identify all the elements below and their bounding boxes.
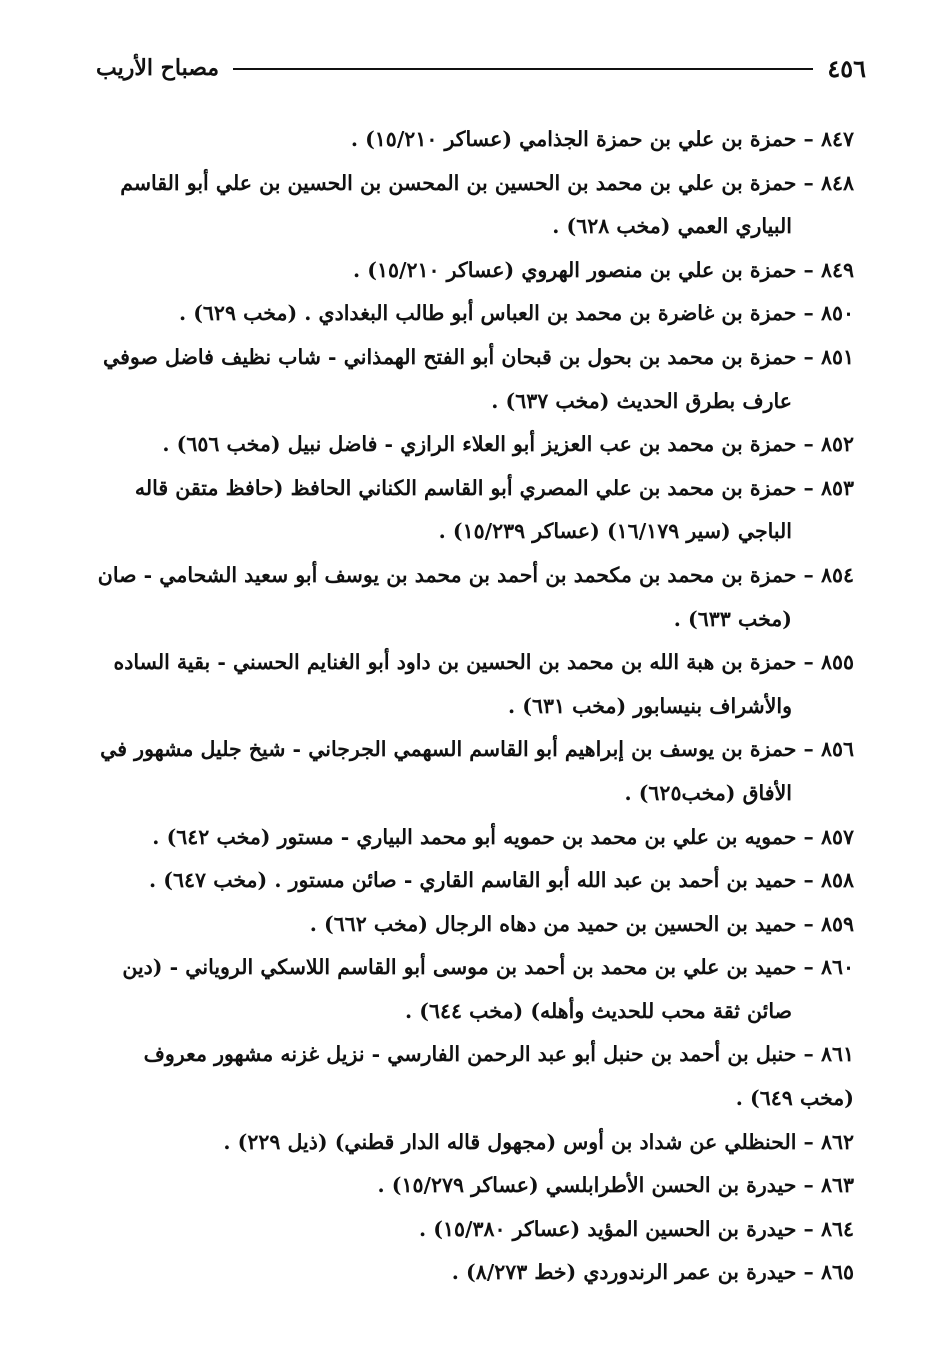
entry-865: ٨٦٥ – حيدرة بن عمر الرندوردي (خط ٨/٢٧٣) . bbox=[451, 1260, 854, 1285]
entry-856: ٨٥٦ – حمزة بن يوسف بن إبراهيم أبو القاسم السهمي الجرجاني - شيخ جليل مشهور في الأفاق (مخب٦٢٥) . bbox=[100, 737, 854, 805]
entry-857: ٨٥٧ – حمويه بن علي بن محمد بن حمويه أبو محمد البياري - مستور (مخب ٦٤٢) . bbox=[152, 824, 854, 849]
entry-text: حيدرة بن الحسن الأطرابلسي (عساكر ١٥/٢٧٩) . bbox=[377, 1173, 797, 1198]
entry-text: حميد بن أحمد بن عبد الله أبو القاسم القاري - صائن مستور . (مخب ٦٤٧) . bbox=[149, 868, 797, 893]
entry-text: حنبل بن أحمد بن حنبل أبو عبد الرحمن الفارسي - نزيل غزنه مشهور معروف (مخب ٦٤٩) . bbox=[143, 1042, 854, 1111]
entry-847: ٨٤٧ – حمزة بن علي بن حمزة الجذامي (عساكر ١٥/٢١٠) . bbox=[350, 127, 854, 151]
entry-858: ٨٥٨ – حميد بن أحمد بن عبد الله أبو القاسم القاري - صائن مستور . (مخب ٦٤٧) . bbox=[149, 868, 854, 893]
entry-number: ٨٥٠ bbox=[820, 301, 854, 326]
header-rule bbox=[233, 68, 813, 70]
entry-text: حمويه بن علي بن محمد بن حمويه أبو محمد البياري - مستور (مخب ٦٤٢) . bbox=[152, 824, 797, 849]
entry-number: ٨٥٥ bbox=[820, 650, 854, 675]
entry-number: ٨٥٩ bbox=[820, 911, 854, 936]
entry-number: ٨٦٤ bbox=[820, 1216, 854, 1241]
entry-861: ٨٦١ – حنبل بن أحمد بن حنبل أبو عبد الرحمن الفارسي - نزيل غزنه مشهور معروف (مخب ٦٤٩) . bbox=[143, 1042, 854, 1111]
entry-text: حمزة بن علي بن حمزة الجذامي (عساكر ١٥/٢١٠) . bbox=[350, 127, 797, 151]
entry-number: ٨٦٢ bbox=[820, 1129, 854, 1154]
entry-849: ٨٤٩ – حمزة بن علي بن منصور الهروي (عساكر ١٥/٢١٠) . bbox=[353, 257, 854, 282]
entry-number: ٨٤٩ bbox=[820, 257, 854, 282]
entry-text: الحنظلي عن شداد بن أوس (مجهول قاله الدار قطني) (ذيل ٢٢٩) . bbox=[223, 1129, 797, 1154]
entry-text: حيدرة بن عمر الرندوردي (خط ٨/٢٧٣) . bbox=[451, 1260, 797, 1285]
entry-850: ٨٥٠ – حمزة بن غاضرة بن محمد بن العباس أبو طالب البغدادي . (مخب ٦٢٩) . bbox=[178, 301, 854, 326]
entry-number: ٨٥٣ bbox=[820, 475, 854, 500]
entry-list bbox=[92, 118, 854, 1295]
entry-number: ٨٥١ bbox=[820, 344, 854, 369]
entry-text: حمزة بن غاضرة بن محمد بن العباس أبو طالب البغدادي . (مخب ٦٢٩) . bbox=[178, 301, 797, 326]
entry-number: ٨٦٠ bbox=[820, 955, 854, 980]
entry-number: ٨٥٧ bbox=[820, 824, 854, 849]
entry-number: ٨٤٧ bbox=[820, 127, 854, 151]
entry-854: ٨٥٤ – حمزة بن محمد بن مكحمد بن أحمد بن محمد بن يوسف أبو سعيد الشحامي - صان (مخب ٦٣٣) . bbox=[97, 562, 854, 631]
entry-text: حمزة بن محمد بن بحول بن قبحان أبو الفتح الهمذاني - شاب نظيف فاضل صوفي عارف بطرق الحديث (مخب ٦٣٧) . bbox=[102, 344, 797, 413]
entry-number: ٨٦٥ bbox=[820, 1260, 854, 1285]
entry-851: ٨٥١ – حمزة بن محمد بن بحول بن قبحان أبو الفتح الهمذاني - شاب نظيف فاضل صوفي عارف بطرق الحديث (مخب ٦٣٧) . bbox=[102, 344, 854, 413]
entry-text: حمزة بن محمد بن عب العزيز أبو العلاء الرازي - فاضل نبيل (مخب ٦٥٦) . bbox=[162, 432, 797, 457]
entry-853: ٨٥٣ – حمزة بن محمد بن علي المصري أبو القاسم الكناني الحافظ (حافظ متقن قاله الباجي (سير ١٦/١٧٩) (عساكر ١٥/٢٣٩) . bbox=[134, 475, 854, 544]
entry-number: ٨٥٦ bbox=[820, 737, 854, 762]
entry-text: حمزة بن يوسف بن إبراهيم أبو القاسم السهمي الجرجاني - شيخ جليل مشهور في الأفاق (مخب٦٢٥) . bbox=[100, 737, 797, 805]
page-number: ٤٥٦ bbox=[827, 53, 866, 83]
entry-855: ٨٥٥ – حمزة بن هبة الله بن محمد بن الحسين بن داود أبو الغنايم الحسني - بقية الساده والأشراف بنيسابور (مخب ٦٣١) . bbox=[113, 650, 854, 718]
entry-text: حمزة بن علي بن محمد بن الحسين بن المحسن بن الحسين بن علي أبو القاسم البياري العمي (مخب ٦٢٨) . bbox=[120, 170, 797, 239]
entry-862: ٨٦٢ – الحنظلي عن شداد بن أوس (مجهول قاله الدار قطني) (ذيل ٢٢٩) . bbox=[223, 1129, 854, 1154]
entry-number: ٨٦٣ bbox=[820, 1173, 854, 1198]
entry-text: حميد بن علي بن محمد بن أحمد بن موسى أبو القاسم اللاسكي الروياني - (دين صائن ثقة محب للحديث وأهله) (مخب ٦٤٤) . bbox=[122, 955, 797, 1023]
entry-864: ٨٦٤ – حيدرة بن الحسين المؤيد (عساكر ١٥/٣٨٠) . bbox=[418, 1216, 854, 1241]
entry-852: ٨٥٢ – حمزة بن محمد بن عب العزيز أبو العلاء الرازي - فاضل نبيل (مخب ٦٥٦) . bbox=[162, 432, 854, 457]
entry-text: حميد بن الحسين بن حميد من دهاه الرجال (مخب ٦٦٢) . bbox=[309, 911, 797, 936]
entry-text: حمزة بن علي بن منصور الهروي (عساكر ١٥/٢١٠) . bbox=[353, 257, 797, 282]
entry-text: حيدرة بن الحسين المؤيد (عساكر ١٥/٣٨٠) . bbox=[418, 1216, 797, 1241]
entry-number: ٨٤٨ bbox=[820, 170, 854, 195]
entry-860: ٨٦٠ – حميد بن علي بن محمد بن أحمد بن موسى أبو القاسم اللاسكي الروياني - (دين صائن ثقة محب للحديث وأهله) (مخب ٦٤٤) . bbox=[122, 955, 854, 1023]
entry-number: ٨٥٤ bbox=[820, 562, 854, 587]
entry-number: ٨٥٨ bbox=[820, 868, 854, 893]
running-title: مصباح الأريب bbox=[96, 55, 220, 81]
entry-text: حمزة بن محمد بن علي المصري أبو القاسم الكناني الحافظ (حافظ متقن قاله الباجي (سير ١٦/١٧٩) (عساكر ١٥/٢٣٩) . bbox=[134, 475, 797, 544]
entry-text: حمزة بن هبة الله بن محمد بن الحسين بن داود أبو الغنايم الحسني - بقية الساده والأشراف بنيسابور (مخب ٦٣١) . bbox=[113, 650, 797, 718]
entry-text: حمزة بن محمد بن مكحمد بن أحمد بن محمد بن يوسف أبو سعيد الشحامي - صان (مخب ٦٣٣) . bbox=[97, 562, 797, 631]
entry-number: ٨٥٢ bbox=[820, 432, 854, 457]
entry-848: ٨٤٨ – حمزة بن علي بن محمد بن الحسين بن المحسن بن الحسين بن علي أبو القاسم البياري العمي (مخب ٦٢٨) . bbox=[120, 170, 854, 239]
entry-863: ٨٦٣ – حيدرة بن الحسن الأطرابلسي (عساكر ١٥/٢٧٩) . bbox=[377, 1173, 854, 1198]
entry-859: ٨٥٩ – حميد بن الحسين بن حميد من دهاه الرجال (مخب ٦٦٢) . bbox=[309, 911, 854, 936]
page-header bbox=[96, 46, 866, 90]
entry-number: ٨٦١ bbox=[820, 1042, 854, 1067]
